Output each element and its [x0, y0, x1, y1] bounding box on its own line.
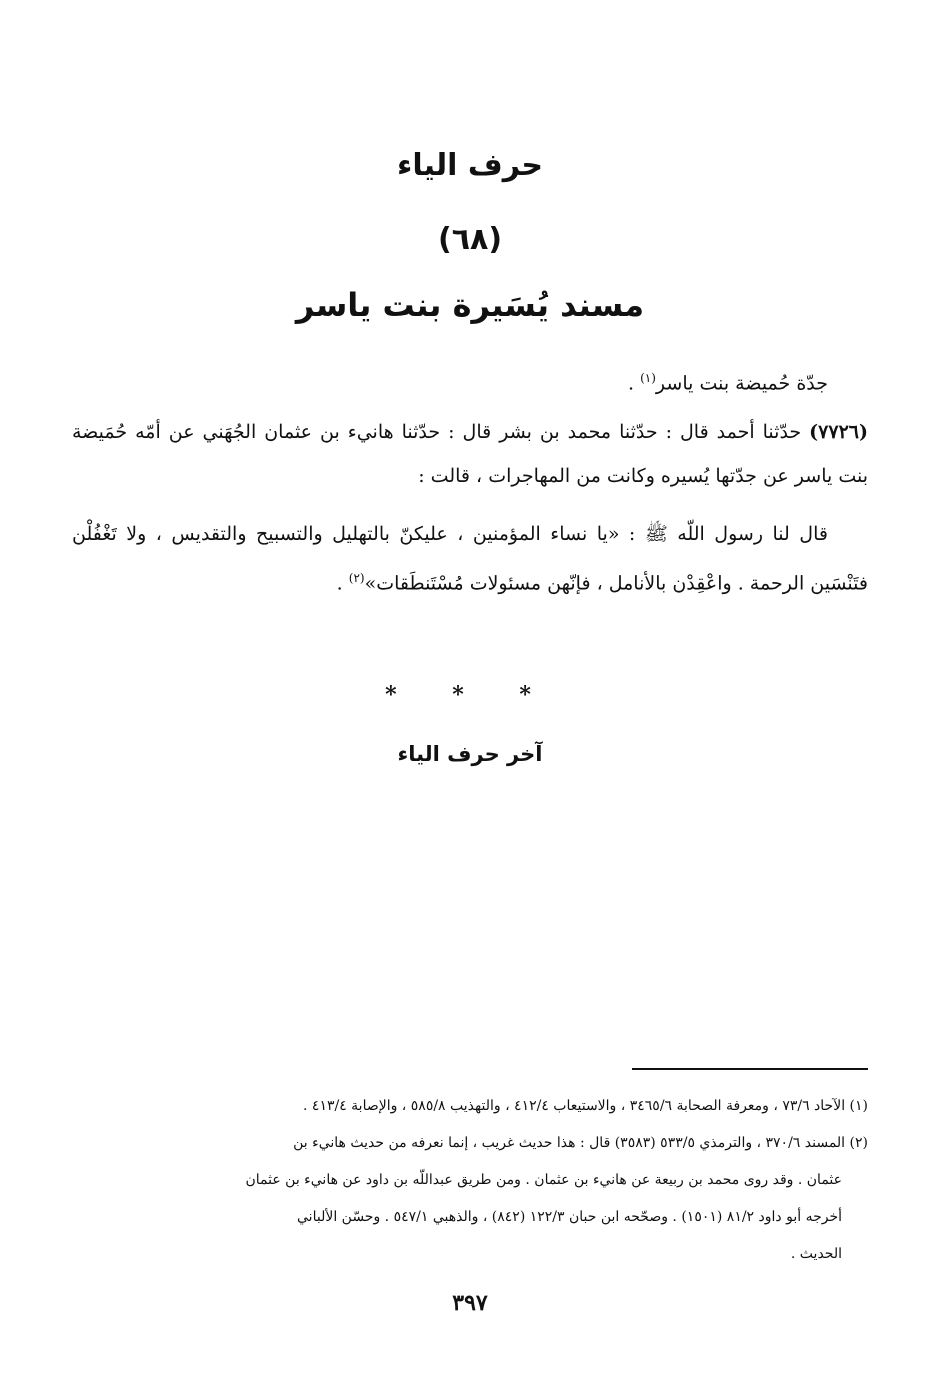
quote-end: .: [336, 572, 349, 595]
hadith-isnad: حدّثنا أحمد قال : حدّثنا محمد بن بشر قال : حدّثنا هانيء بن عثمان الجُهَني عن أمّه حُمَيضة بنت ياسر عن جدّتها يُسيره وكانت من المهاجرات ، قالت :: [72, 421, 868, 487]
end-of-chapter-title: آخر حرف الياء: [397, 742, 543, 766]
footnote-1: (١) الآحاد ٧٣/٦ ، ومعرفة الصحابة ٣٤٦٥/٦ ، والاستيعاب ٤١٢/٤ ، والتهذيب ٥٨٥/٨ ، والإصابة ٤١٣/٤ .: [303, 1098, 868, 1114]
footnote-2-line-3: أخرجه أبو داود ٨١/٢ (١٥٠١) . وصحّحه ابن حبان ١٢٢/٣ (٨٤٢) ، والذهبي ٥٤٧/١ . وحسّن الألباني: [297, 1209, 842, 1225]
footnote-2-line-2: عثمان . وقد روى محمد بن ربيعة عن هانيء بن عثمان . ومن طريق عبداللّه بن داود عن هانيء بن عثمان: [245, 1172, 842, 1188]
footnote-2-line-4: الحديث .: [790, 1246, 842, 1262]
footnotes: [72, 1088, 868, 1273]
hadith-matn-paragraph: [72, 512, 868, 605]
section-separator: * * *: [385, 682, 555, 708]
footnote-ref-2: (٢): [348, 571, 365, 585]
hadith-matn: قال لنا رسول اللّه ﷺ : «يا نساء المؤمنين ، عليكنّ بالتهليل والتسبيح والتقديس ، ولا تَغْفُلْن فتَنْسَين الرحمة . واعْقِدْن بالأنامل ، فإنّهن مسئولات مُسْتَنطَقات»: [72, 523, 868, 595]
footnote-ref-1: (١): [640, 371, 656, 385]
hadith-number: (٧٧٢٦): [809, 421, 868, 443]
footnote-divider: [632, 1068, 868, 1070]
intro-end: .: [628, 372, 641, 395]
chapter-title: حرف الياء: [397, 148, 543, 183]
musnad-number: (٦٨): [437, 222, 503, 257]
intro-paragraph: [128, 356, 828, 405]
intro-text: جدّة حُميضة بنت ياسر: [655, 372, 828, 395]
footnote-2-line-1: (٢) المسند ٣٧٠/٦ ، والترمذي ٥٣٣/٥ (٣٥٨٣) قال : هذا حديث غريب ، إنما نعرفه من حديث هانيء بن: [293, 1135, 868, 1151]
hadith-paragraph: [72, 410, 868, 498]
page-number: ٣٩٧: [452, 1290, 488, 1316]
musnad-title: مسند يُسَيرة بنت ياسر: [295, 286, 645, 324]
